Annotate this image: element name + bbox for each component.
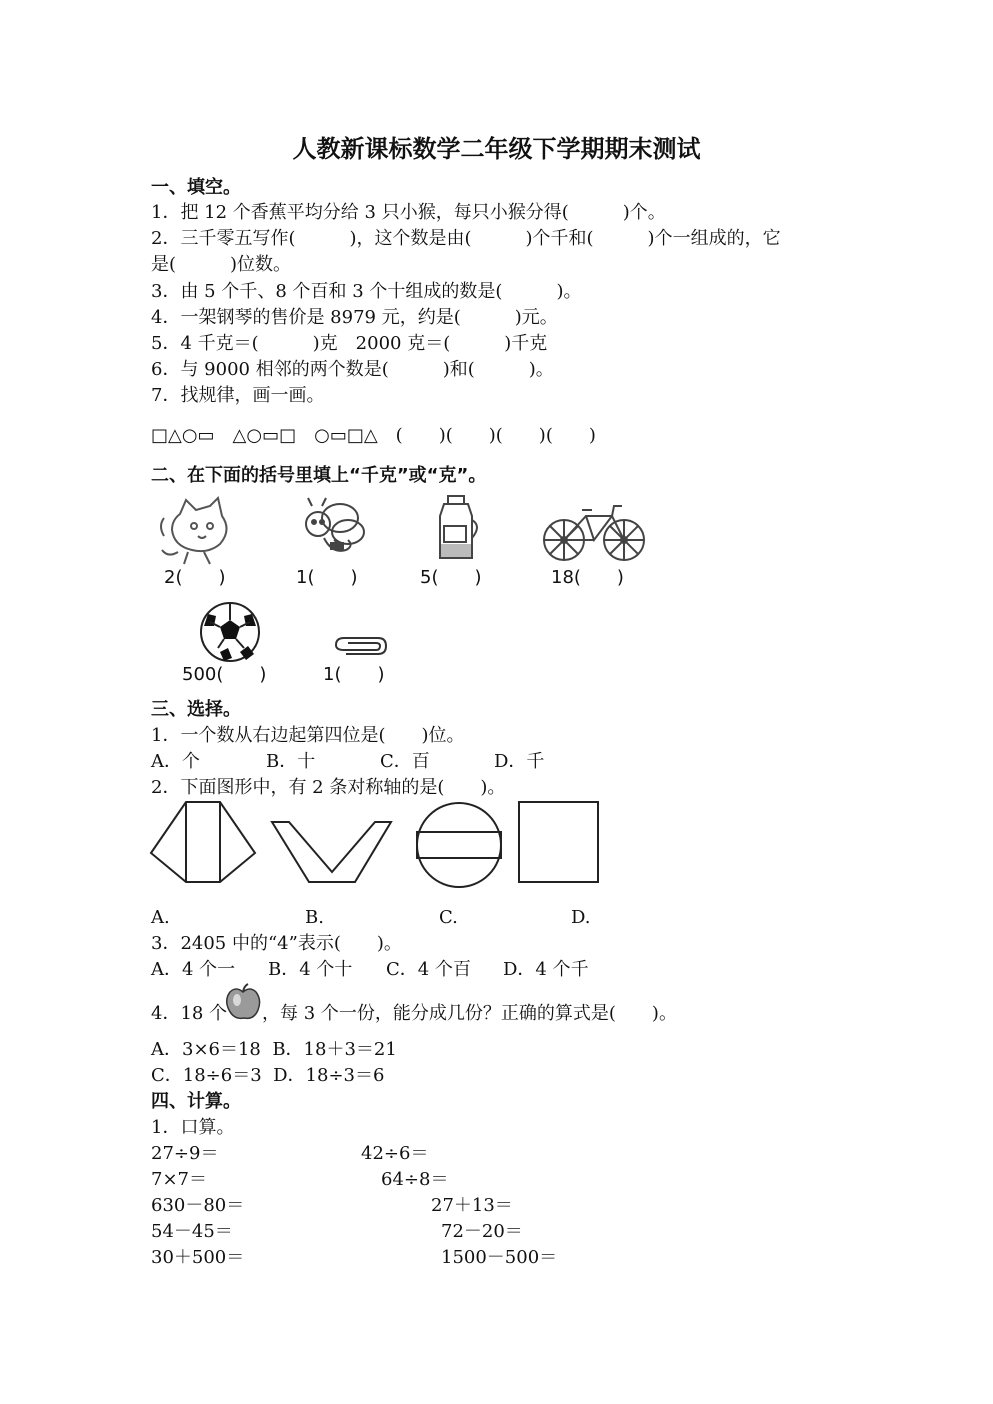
calc-7: 54－45＝ (151, 1221, 233, 1242)
question-3-3: 3．2405 中的“4”表示( )。 (151, 933, 402, 954)
shape-pattern: □△○▭ △○▭□ ○▭□△ ( )( )( )( ) (151, 425, 596, 446)
calc-9: 30＋500＝ (151, 1247, 245, 1268)
question-3-2: 2．下面图形中，有 2 条对称轴的是( )。 (151, 777, 506, 798)
caption-bottle: 5( ) (420, 567, 482, 588)
caption-bee: 1( ) (296, 567, 358, 588)
options-3-4-row2: C．18÷6＝3 D．18÷3＝6 (151, 1065, 385, 1086)
option-3-1-d: D．千 (494, 751, 545, 772)
option-3-2-a: A. (151, 907, 170, 928)
bicycle-icon (542, 502, 646, 562)
symmetry-figures (148, 798, 608, 890)
question-1-7: 7．找规律，画一画。 (151, 385, 325, 406)
section4-sub: 1．口算。 (151, 1117, 235, 1138)
option-3-1-a: A．个 (151, 751, 200, 772)
calc-6: 27＋13＝ (431, 1195, 513, 1216)
option-3-2-c: C. (439, 907, 458, 928)
calc-5: 630－80＝ (151, 1195, 245, 1216)
section2-heading: 二、在下面的括号里填上“千克”或“克”。 (151, 465, 487, 486)
option-3-1-b: B．十 (266, 751, 316, 772)
calc-4: 64÷8＝ (381, 1169, 449, 1190)
bee-icon (294, 496, 368, 562)
bottle-icon (434, 494, 482, 564)
figure-d-shape (519, 802, 598, 882)
question-3-4-suffix: ，每 3 个一份，能分成几份？正确的算式是( )。 (262, 1003, 677, 1024)
caption-clip: 1( ) (323, 664, 385, 685)
option-3-3-d: D．4 个千 (503, 959, 589, 980)
question-1-2-line1: 2．三千零五写作( )，这个数是由( )个千和( )个一组成的，它 (151, 228, 781, 249)
section3-heading: 三、选择。 (151, 699, 241, 720)
caption-cat: 2( ) (164, 567, 226, 588)
question-3-1: 1．一个数从右边起第四位是( )位。 (151, 725, 465, 746)
question-1-2-line2: 是( )位数。 (151, 254, 292, 275)
apple-icon (224, 982, 262, 1022)
calc-10: 1500－500＝ (441, 1247, 558, 1268)
question-1-1: 1．把 12 个香蕉平均分给 3 只小猴，每只小猴分得( )个。 (151, 202, 666, 223)
option-3-3-a: A．4 个一 (151, 959, 236, 980)
question-1-6: 6．与 9000 相邻的两个数是( )和( )。 (151, 359, 554, 380)
cat-icon (158, 496, 242, 568)
figure-c-shape (417, 803, 501, 887)
option-3-3-c: C．4 个百 (386, 959, 471, 980)
page-title: 人教新课标数学二年级下学期期末测试 (292, 134, 701, 163)
option-3-2-b: B. (305, 907, 324, 928)
caption-bicycle: 18( ) (551, 567, 624, 588)
section1-heading: 一、填空。 (151, 177, 241, 198)
option-3-1-c: C．百 (380, 751, 430, 772)
section4-heading: 四、计算。 (151, 1091, 241, 1112)
question-1-5: 5．4 千克＝( )克 2000 克＝( )千克 (151, 333, 548, 354)
calc-1: 27÷9＝ (151, 1143, 219, 1164)
figure-b-shape (272, 822, 391, 882)
question-1-3: 3．由 5 个千、8 个百和 3 个十组成的数是( )。 (151, 281, 582, 302)
option-3-3-b: B．4 个十 (268, 959, 353, 980)
option-3-2-d: D. (571, 907, 591, 928)
figure-a-shape (151, 802, 255, 882)
question-1-4: 4．一架钢琴的售价是 8979 元，约是( )元。 (151, 307, 558, 328)
paper-clip-icon (334, 634, 388, 658)
soccer-ball-icon (198, 600, 262, 664)
calc-8: 72－20＝ (441, 1221, 523, 1242)
options-3-4-row1: A．3×6＝18 B．18＋3＝21 (151, 1039, 397, 1060)
caption-ball: 500( ) (182, 664, 267, 685)
question-3-4-prefix: 4．18 个 (151, 1003, 228, 1024)
calc-2: 42÷6＝ (361, 1143, 429, 1164)
calc-3: 7×7＝ (151, 1169, 207, 1190)
